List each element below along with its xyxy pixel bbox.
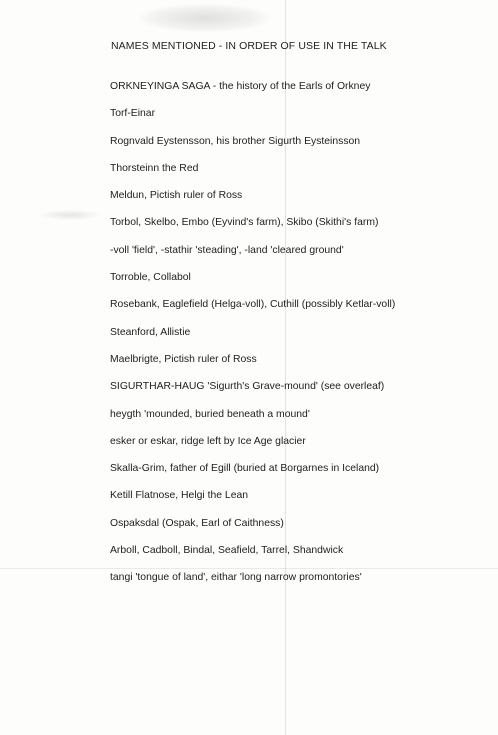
list-item: Ospaksdal (Ospak, Earl of Caithness) xyxy=(110,517,284,529)
list-item: Skalla-Grim, father of Egill (buried at Borgarnes in Iceland) xyxy=(110,463,380,475)
list-item: heygth 'mounded, buried beneath a mound' xyxy=(110,408,310,420)
margin-smudge xyxy=(40,210,100,220)
list-item: esker or eskar, ridge left by Ice Age glacier xyxy=(110,435,306,447)
list-item: Steanford, Allistie xyxy=(110,326,191,338)
names-list xyxy=(110,80,395,599)
list-item: Meldun, Pictish ruler of Ross xyxy=(110,190,243,202)
list-item: -voll 'field', -stathir 'steading', -land 'cleared ground' xyxy=(110,244,344,256)
list-item: tangi 'tongue of land', eithar 'long narrow promontories' xyxy=(110,572,362,584)
list-item: ORKNEYINGA SAGA - the history of the Earls of Orkney xyxy=(110,81,371,92)
list-item: Arboll, Cadboll, Bindal, Seafield, Tarrel, Shandwick xyxy=(110,545,344,557)
list-item: Rognvald Eystensson, his brother Sigurth Eysteinsson xyxy=(110,135,361,147)
list-item: Maelbrigte, Pictish ruler of Ross xyxy=(110,353,257,365)
list-item: Rosebank, Eaglefield (Helga-voll), Cuthill (possibly Ketlar-voll) xyxy=(110,299,396,311)
list-item: Ketill Flatnose, Helgi the Lean xyxy=(110,490,249,502)
list-item: Thorsteinn the Red xyxy=(110,162,199,174)
list-item: Torbol, Skelbo, Embo (Eyvind's farm), Skibo (Skithi's farm) xyxy=(110,217,379,229)
list-item: SIGURTHAR-HAUG 'Sigurth's Grave-mound' (see overleaf) xyxy=(110,381,385,393)
list-item: Torf-Einar xyxy=(110,108,156,120)
list-item: Torroble, Collabol xyxy=(110,272,191,284)
show-through-marks xyxy=(140,4,270,32)
page-heading: NAMES MENTIONED - IN ORDER OF USE IN THE TALK xyxy=(111,40,387,52)
